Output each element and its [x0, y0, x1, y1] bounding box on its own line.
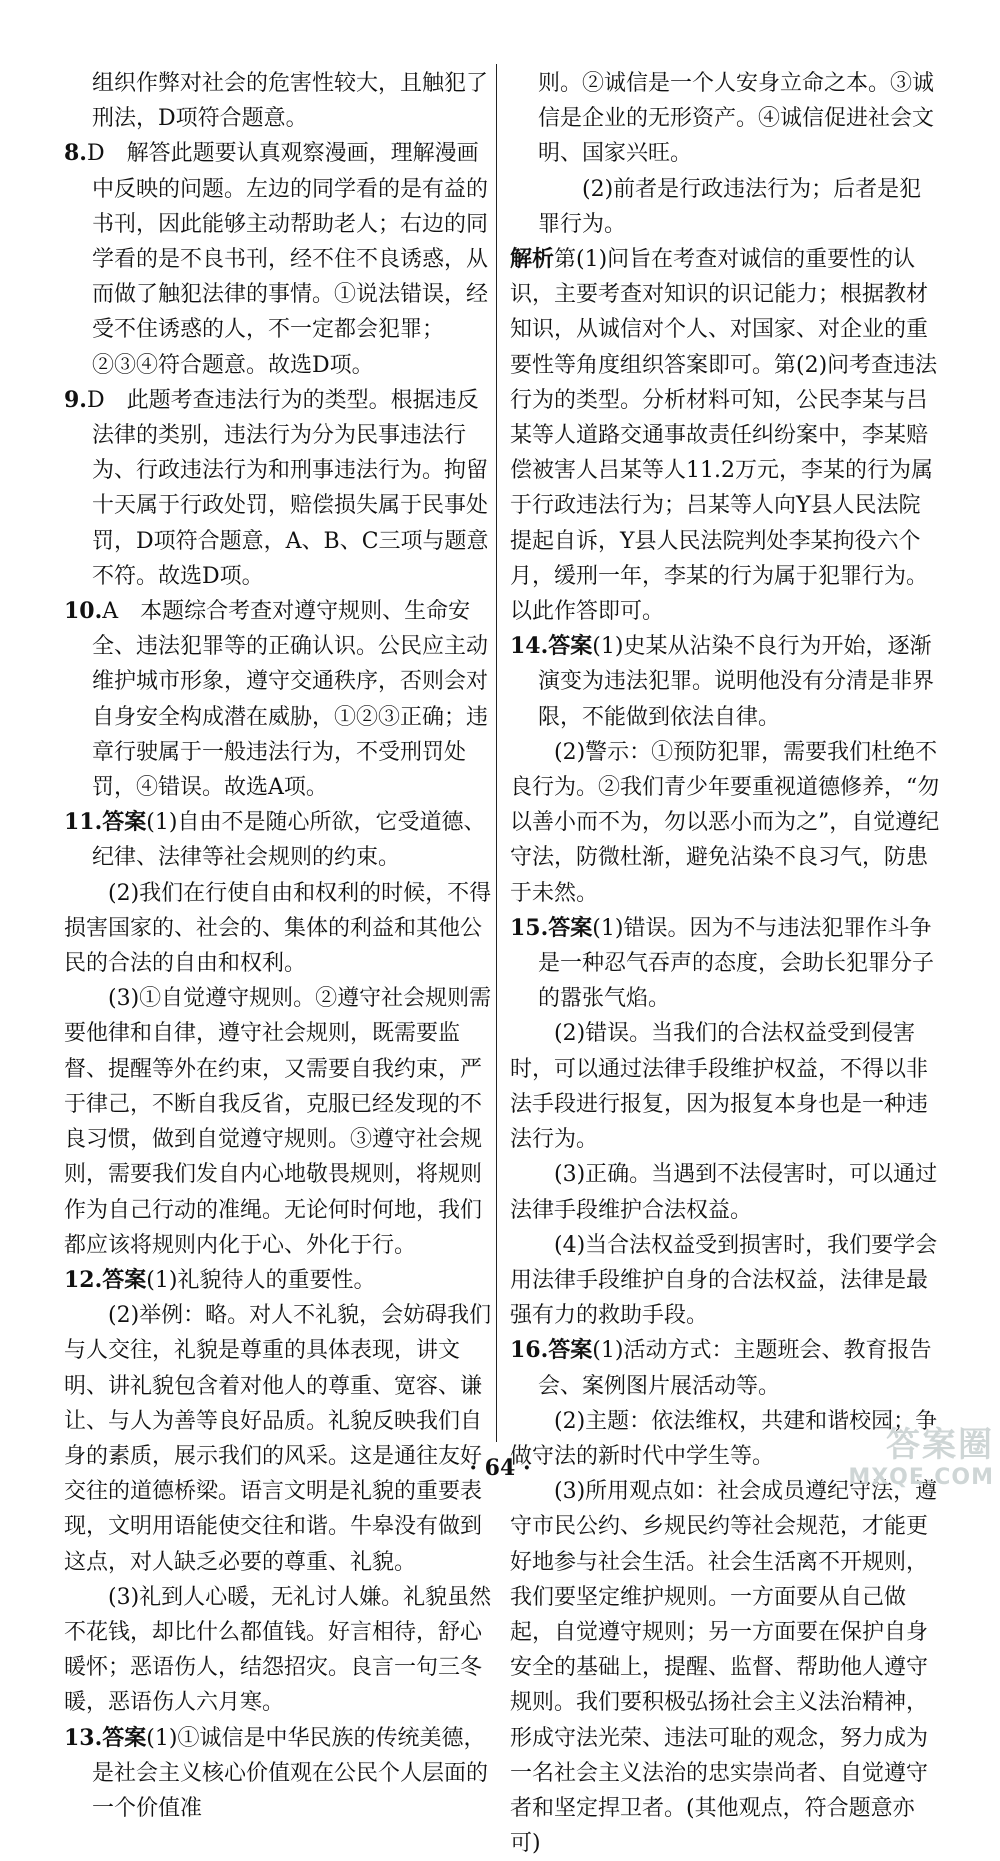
- answer-part-3: (3)①自觉遵守规则。②遵守社会规则需要他律和自律，遵守社会规则，既需要监督、提醒等外在约束，又需要自我约束，严于律己，不断自我反省，克服已经发现的不良习惯，做到自觉遵守规则。③遵守社会规则，需要我们发自内心地敬畏规则，将规则作为自己行动的准绳。无论何时何地，我们都应该将规则内化于心、外化于行。: [64, 986, 492, 1258]
- answer-part-3: (3)礼到人心暖，无礼讨人嫌。礼貌虽然不花钱，却比什么都值钱。好言相待，舒心暖怀；恶语伤人，结怨招灾。良言一句三冬暖，恶语伤人六月寒。: [64, 1584, 492, 1716]
- answer-part-3: (3)正确。当遇到不法侵害时，可以通过法律手段维护合法权益。: [510, 1162, 938, 1223]
- question-number: 15.: [510, 914, 549, 941]
- answer-part-2: (2)我们在行使自由和权利的时候，不得损害国家的、社会的、集体的利益和其他公民的合法的自由和权利。: [64, 880, 492, 977]
- answer-8: [64, 136, 494, 382]
- analysis-text: 第(1)问旨在考查对诚信的重要性的认识，主要考查对知识的识记能力；根据教材知识，从诚信对个人、对国家、对企业的重要性等角度组织答案即可。第(2)问考查违法行为的类型。分析材料可知，公民李某与吕某等人道路交通事故责任纠纷案中，李某赔偿被害人吕某等人11.2万元，李某的行为属于行政违法行为；吕某等人向Y县人民法院提起自诉，Y县人民法院判处李某拘役六个月，缓刑一年，李某的行为属于犯罪行为。以此作答即可。: [510, 247, 938, 625]
- answer-13: [64, 1721, 494, 1827]
- answer-part-2: (2)错误。当我们的合法权益受到侵害时，可以通过法律手段维护权益，不得以非法手段进行报复，因为报复本身也是一种违法行为。: [510, 1021, 929, 1153]
- answer-13-cont-part-2: (2)前者是行政违法行为；后者是犯罪行为。: [538, 176, 922, 237]
- question-number: 9.: [64, 386, 87, 413]
- question-number: 13.: [64, 1724, 103, 1751]
- answer-14: [510, 629, 940, 911]
- question-number: 16.: [510, 1337, 549, 1364]
- answer-tag: 答案: [102, 1724, 147, 1751]
- continued-text: 组织作弊对社会的危害性较大，且触犯了刑法，D项符合题意。: [92, 71, 489, 132]
- right-column: [510, 66, 940, 1861]
- watermark-text: 答案圈: [886, 1425, 994, 1465]
- answer-part-2: (2)警示：①预防犯罪，需要我们杜绝不良行为。②我们青少年要重视道德修养，“勿以善小而不为，勿以恶小而为之”，自觉遵纪守法，防微杜渐，避免沾染不良习气，防患于未然。: [510, 739, 940, 906]
- question-number: 14.: [510, 633, 549, 660]
- answer-tag: 答案: [102, 809, 147, 836]
- answer-tag: 答案: [548, 1337, 593, 1364]
- watermark-logo: [824, 1425, 994, 1503]
- answer-16: [510, 1333, 940, 1861]
- question-number: 10.: [64, 598, 103, 625]
- answer-part-1: (1)自由不是随心所欲，它受道德、纪律、法律等社会规则的约束。: [92, 810, 486, 871]
- answer-tag: 答案: [548, 914, 593, 941]
- analysis-tag: 解析: [510, 246, 555, 273]
- answer-text: D 此题考查违法行为的类型。根据违反法律的类别，违法行为分为民事违法行为、行政违法行为和刑事违法行为。拘留十天属于行政处罚，赔偿损失属于民事处罚，D项符合题意，A、B、C三项与题意不符。故选D项。: [86, 387, 489, 589]
- watermark-domain: MXQE.COM: [848, 1465, 994, 1490]
- answer-10: [64, 594, 494, 805]
- answer-text: A 本题综合考查对遵守规则、生命安全、违法犯罪等的正确认识。公民应主动维护城市形象，遵守交通秩序，否则会对自身安全构成潜在威胁，①②③正确；违章行驶属于一般违法行为，不受刑罚处罚，④错误。故选A项。: [92, 599, 489, 801]
- answer-text: D 解答此题要认真观察漫画，理解漫画中反映的问题。左边的同学看的是有益的书刊，因此能够主动帮助老人；右边的同学看的是不良书刊，经不住不良诱惑，从而做了触犯法律的事情。①说法错误，经受不住诱惑的人，不一定都会犯罪；②③④符合题意。故选D项。: [86, 141, 489, 378]
- answer-tag: 答案: [548, 633, 593, 660]
- answer-13-cont-part-1: 则。②诚信是一个人安身立命之本。③诚信是企业的无形资产。④诚信促进社会文明、国家兴旺。: [538, 71, 935, 167]
- answer-part-1: (1)史某从沾染不良行为开始，逐渐演变为违法犯罪。说明他没有分清是非界限，不能做到依法自律。: [538, 634, 935, 730]
- answer-15: [510, 911, 940, 1333]
- answer-12: [64, 1263, 494, 1721]
- column-divider: [496, 64, 497, 1442]
- answer-part-1: (1)活动方式：主题班会、教育报告会、案例图片展活动等。: [538, 1338, 932, 1399]
- answer-part-2: (2)举例：略。对人不礼貌，会妨碍我们与人交往，礼貌是尊重的具体表现，讲文明、讲礼貌包含着对他人的尊重、宽容、谦让、与人为善等良好品质。礼貌反映我们自身的素质，展示我们的风采。这是通往友好交往的道德桥梁。语言文明是礼貌的重要表现，文明用语能使交往和谐。牛皋没有做到这点，对人缺乏必要的尊重、礼貌。: [64, 1303, 492, 1575]
- answer-part-4: (4)当合法权益受到损害时，我们要学会用法律手段维护自身的合法权益，法律是最强有力的救助手段。: [510, 1232, 938, 1329]
- page-number: · 64 ·: [469, 1455, 531, 1481]
- answer-9: [64, 383, 494, 594]
- answer-part-3: (3)所用观点如：社会成员遵纪守法，遵守市民公约、乡规民约等社会规范，才能更好地参与社会生活。社会生活离不开规则，我们要坚定维护规则。一方面要从自己做起，自觉遵守规则；另一方面要在保护自身安全的基础上，提醒、监督、帮助他人遵守规则。我们要积极弘扬社会主义法治精神，形成守法光荣、违法可耻的观念，努力成为一名社会主义法治的忠实崇尚者、自觉遵守者和坚定捍卫者。(其他观点，符合题意亦可): [510, 1479, 938, 1857]
- left-column: [64, 66, 494, 1826]
- answer-part-1: (1)礼貌待人的重要性。: [146, 1267, 376, 1293]
- answer-part-1: (1)①诚信是中华民族的传统美德，是社会主义核心价值观在公民个人层面的一个价值准: [92, 1725, 489, 1821]
- answer-11: [64, 805, 494, 1263]
- answer-part-1: (1)错误。因为不与违法犯罪作斗争是一种忍气吞声的态度，会助长犯罪分子的嚣张气焰。: [538, 915, 935, 1012]
- answer-tag: 答案: [102, 1266, 147, 1293]
- answer-13-continued: [510, 66, 940, 629]
- question-number: 8.: [64, 140, 87, 167]
- question-number: 12.: [64, 1266, 103, 1293]
- answer-part-2: (2)主题：依法维权，共建和谐校园；争做守法的新时代中学生等。: [510, 1408, 938, 1469]
- question-number: 11.: [64, 809, 103, 836]
- continued-answer: [64, 66, 494, 136]
